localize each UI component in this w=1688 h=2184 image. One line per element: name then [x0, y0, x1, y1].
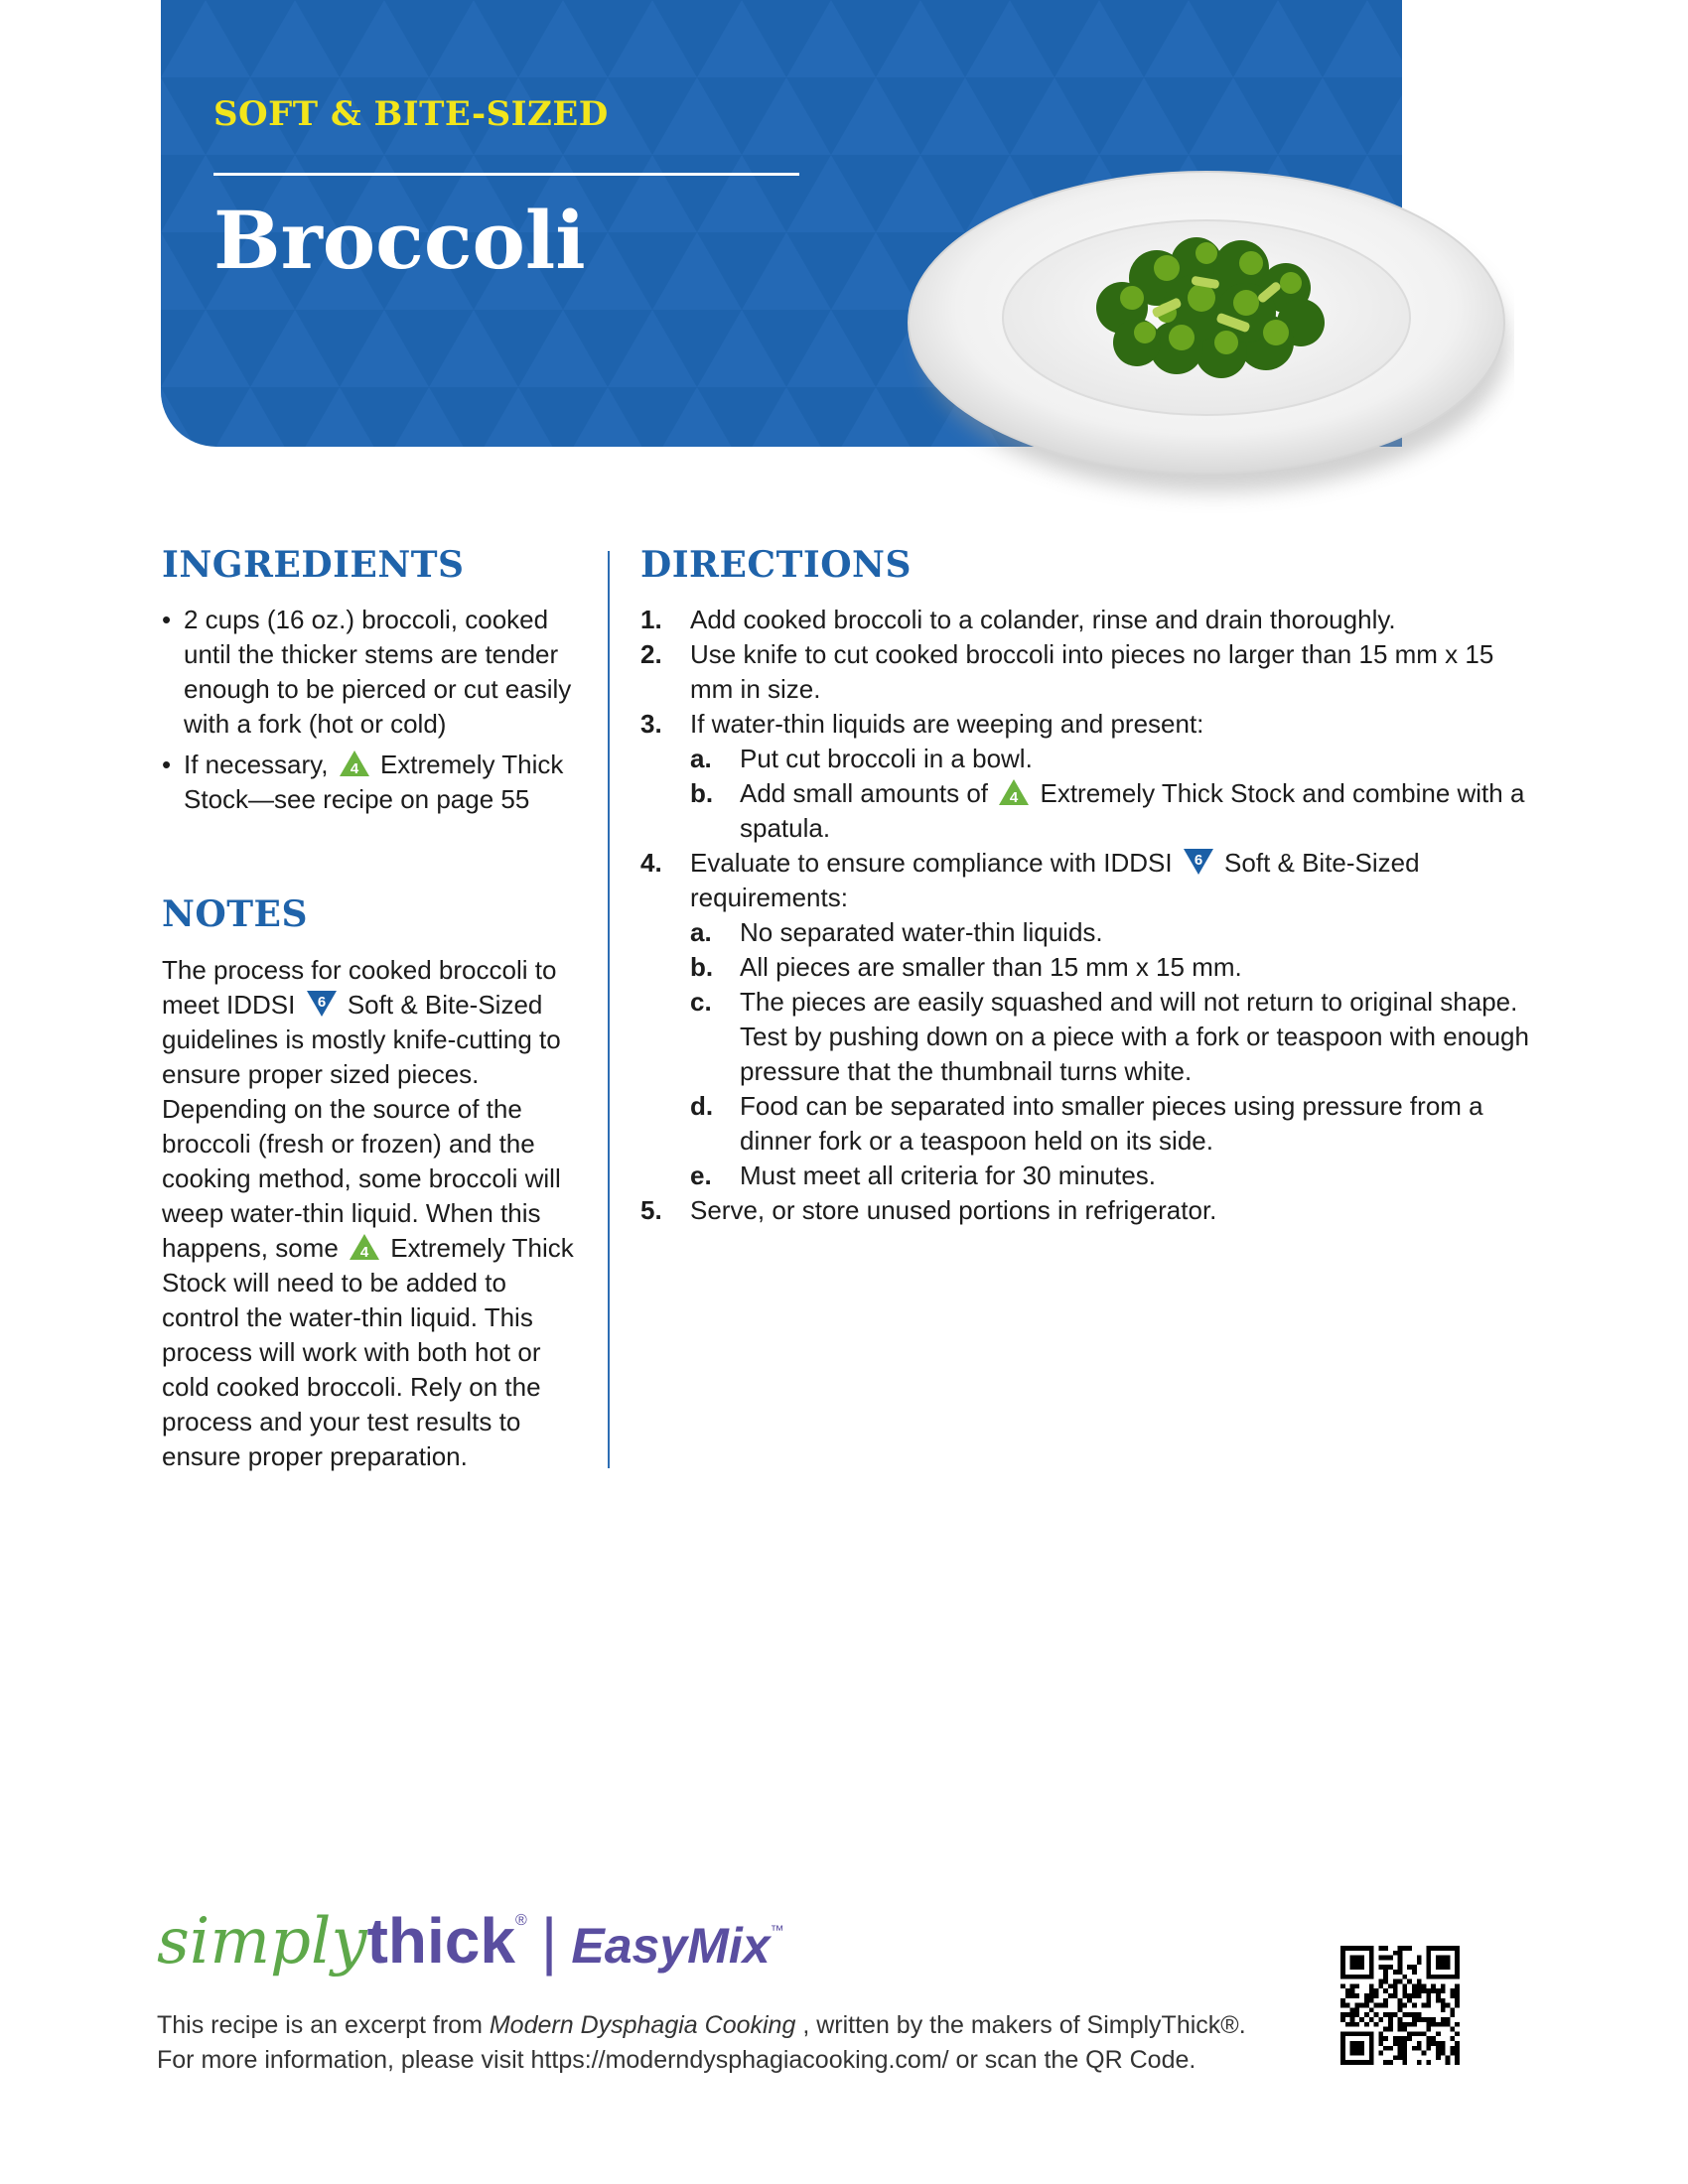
iddsi-level-4-icon	[998, 778, 1030, 806]
substep-list	[690, 742, 1534, 846]
directions-list	[640, 603, 1534, 1228]
category-label: SOFT & BITE-SIZED	[213, 94, 609, 134]
svg-text:4: 4	[350, 760, 358, 777]
direction-substep: e. Must meet all criteria for 30 minutes.	[690, 1160, 1157, 1190]
direction-substep: b. All pieces are smaller than 15 mm x 15 mm.	[690, 952, 1242, 982]
substep-list	[690, 915, 1534, 1193]
svg-text:6: 6	[1194, 852, 1202, 869]
footer-line-2: For more information, please visit https://moderndysphagiacooking.com/ or scan the QR Code.	[157, 2046, 1196, 2074]
notes-heading: NOTES	[162, 893, 308, 935]
directions-heading: DIRECTIONS	[640, 544, 912, 586]
ingredient-item: • 2 cups (16 oz.) broccoli, cooked until the thicker stems are tender enough to be pierced or cut easily with a fork (hot or cold)	[162, 603, 589, 742]
column-divider	[608, 551, 610, 1468]
notes-paragraph: The process for cooked broccoli to meet IDDSI 6 Soft & Bite-Sized guidelines is mostly knife-cutting to ensure proper sized pieces. Depending on the source of the broccoli (fresh or frozen) and the cooking method, some broccoli will weep water-thin liquid. When this happens, some 4 Extremely Thick Stock will need to be added to control the water-thin liquid. This process will work with both hot or cold cooked broccoli. Rely on the process and your test results to ensure proper preparation.	[162, 955, 574, 1471]
svg-text:4: 4	[359, 1244, 369, 1261]
svg-text:6: 6	[317, 994, 326, 1011]
iddsi-level-4-icon	[339, 750, 370, 777]
direction-step: 5. Serve, or store unused portions in refrigerator.	[640, 1195, 1217, 1225]
iddsi-level-4-icon	[349, 1233, 380, 1261]
iddsi-level-6-icon	[1183, 848, 1214, 876]
direction-substep: b. Add small amounts of 4 Extremely Thick Stock and combine with a spatula.	[690, 778, 1525, 843]
direction-substep: a. Put cut broccoli in a bowl.	[690, 744, 1033, 773]
direction-step: 4. Evaluate to ensure compliance with IDDSI 6 Soft & Bite-Sized requirements: a. No separated water-thin liquids. b. All pieces are smaller than 15 mm x 15 mm. c. The pieces are easily squashed and will not return to original shape. Test by pushing down on a piece with a fork or teaspoon with enough pressure that the thumbnail turns white. d. Food can be separated into smaller pieces using pressure from a dinner fork or a teaspoon held on its side. e. Must meet all criteria for 30 minutes.	[640, 846, 1534, 1193]
ingredients-list	[162, 603, 589, 823]
ingredient-item: • If necessary, 4 Extremely Thick Stock—see recipe on page 55	[162, 748, 589, 817]
simplythick-easymix-logo: simplythick® | EasyMix™	[157, 1905, 784, 1979]
direction-substep: c. The pieces are easily squashed and will not return to original shape. Test by pushing down on a piece with a fork or teaspoon with enough pressure that the thumbnail turns white.	[690, 987, 1529, 1086]
book-title: Modern Dysphagia Cooking	[489, 2011, 796, 2039]
footer-line-1: This recipe is an excerpt from Modern Dysphagia Cooking , written by the makers of SimplyThick®.	[157, 2011, 1246, 2039]
direction-step: 3. If water-thin liquids are weeping and present: a. Put cut broccoli in a bowl. b. Add small amounts of 4 Extremely Thick Stock and combine with a spatula.	[640, 707, 1534, 846]
direction-step: 2. Use knife to cut cooked broccoli into pieces no larger than 15 mm x 15 mm in size.	[640, 639, 1494, 704]
footer-credit	[157, 2008, 1348, 2078]
broccoli-plate-photo	[899, 139, 1514, 516]
iddsi-level-6-icon	[306, 990, 338, 1018]
svg-text:4: 4	[1010, 789, 1019, 806]
direction-substep: d. Food can be separated into smaller pieces using pressure from a dinner fork or a teaspoon held on its side.	[690, 1091, 1483, 1156]
qr-code-icon[interactable]	[1340, 1946, 1460, 2065]
direction-substep: a. No separated water-thin liquids.	[690, 917, 1103, 947]
ingredients-heading: INGREDIENTS	[162, 544, 465, 586]
header-rule	[213, 173, 799, 176]
direction-step: 1. Add cooked broccoli to a colander, rinse and drain thoroughly.	[640, 605, 1396, 634]
page-title: Broccoli	[213, 194, 586, 287]
